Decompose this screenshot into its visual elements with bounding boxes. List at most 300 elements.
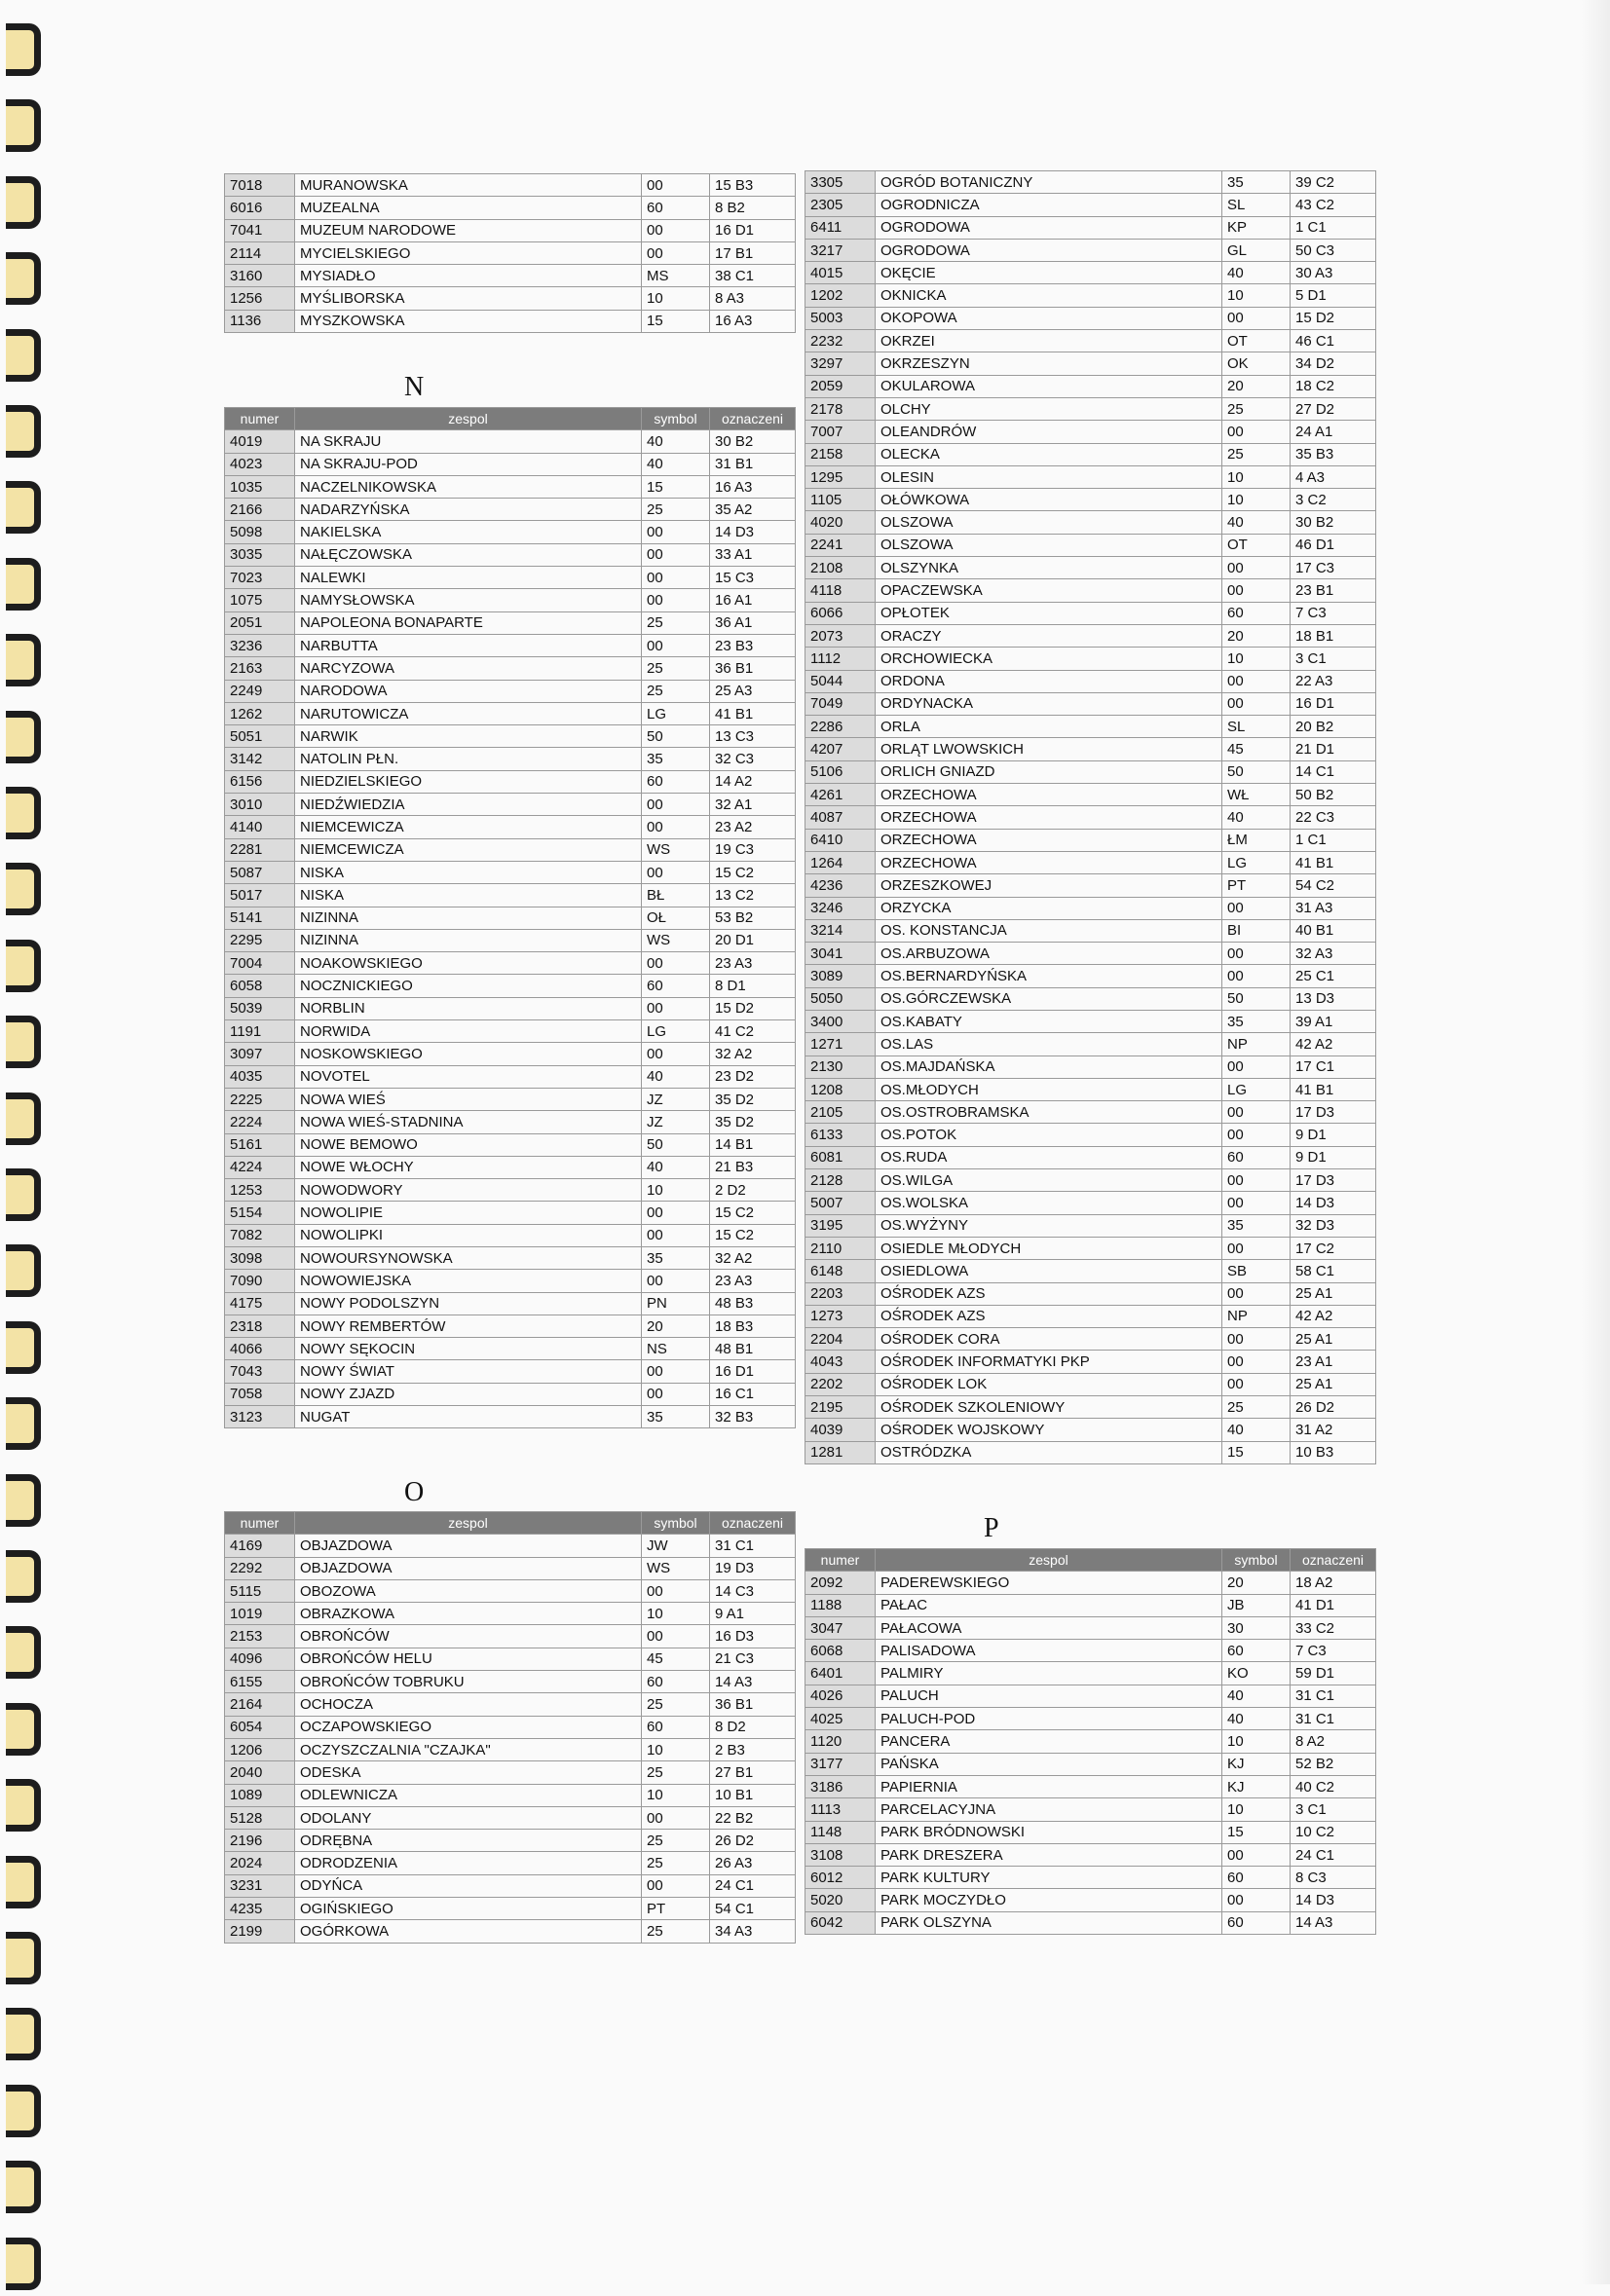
street-name: PARK KULTURY (876, 1867, 1222, 1889)
binding-ring (6, 705, 51, 769)
district-symbol: BI (1222, 919, 1291, 942)
map-reference: 13 D3 (1291, 987, 1376, 1010)
map-reference: 18 B3 (710, 1315, 796, 1337)
district-symbol: WS (642, 1557, 710, 1579)
street-name: OŚRODEK LOK (876, 1373, 1222, 1395)
district-symbol: 50 (1222, 987, 1291, 1010)
table-row (805, 397, 1376, 420)
street-name: OKULAROWA (876, 375, 1222, 397)
district-symbol: 00 (1222, 692, 1291, 715)
district-symbol: 00 (1222, 897, 1291, 919)
street-number: 1295 (805, 465, 876, 488)
district-symbol: 35 (1222, 1214, 1291, 1237)
map-reference: 50 B2 (1291, 784, 1376, 806)
street-name: NOWOLIPIE (295, 1202, 642, 1224)
table-row (805, 511, 1376, 534)
street-name: NARODOWA (295, 680, 642, 702)
street-name: ODYŃCA (295, 1874, 642, 1897)
table-row (225, 680, 796, 702)
table-row (225, 589, 796, 611)
street-number: 1120 (805, 1730, 876, 1753)
map-reference: 10 B1 (710, 1784, 796, 1806)
street-name: ODLEWNICZA (295, 1784, 642, 1806)
district-symbol: 25 (1222, 443, 1291, 465)
district-symbol: JB (1222, 1594, 1291, 1616)
street-name: NIEDZIELSKIEGO (295, 770, 642, 793)
district-symbol: 45 (642, 1648, 710, 1670)
street-name: OCZYSZCZALNIA "CZAJKA" (295, 1738, 642, 1760)
map-reference: 15 C3 (710, 567, 796, 589)
street-number: 6054 (225, 1716, 295, 1738)
binding-ring (6, 93, 51, 158)
street-name: OKNICKA (876, 284, 1222, 307)
map-reference: 59 D1 (1291, 1662, 1376, 1685)
table-row (225, 1020, 796, 1043)
street-name: MYSZKOWSKA (295, 310, 642, 332)
district-symbol: 10 (1222, 465, 1291, 488)
street-name: ODRĘBNA (295, 1830, 642, 1852)
table-row (805, 579, 1376, 602)
district-symbol: 00 (1222, 1169, 1291, 1192)
street-name: NOWY REMBERTÓW (295, 1315, 642, 1337)
map-reference: 9 A1 (710, 1603, 796, 1625)
street-number: 5050 (805, 987, 876, 1010)
map-reference: 41 D1 (1291, 1594, 1376, 1616)
street-name: PALUCH-POD (876, 1708, 1222, 1730)
district-symbol: SL (1222, 194, 1291, 216)
district-symbol: MS (642, 265, 710, 287)
street-name: OS.LAS (876, 1033, 1222, 1055)
street-name: OS.MAJDAŃSKA (876, 1055, 1222, 1078)
table-row (225, 838, 796, 861)
district-symbol: 20 (1222, 375, 1291, 397)
table-row (805, 534, 1376, 556)
street-number: 1202 (805, 284, 876, 307)
street-name: OLESIN (876, 465, 1222, 488)
district-symbol: KJ (1222, 1775, 1291, 1797)
street-number: 4039 (805, 1419, 876, 1441)
street-number: 3177 (805, 1753, 876, 1775)
map-reference: 31 B1 (710, 453, 796, 475)
street-name: NOCZNICKIEGO (295, 975, 642, 997)
district-symbol: 10 (1222, 1730, 1291, 1753)
district-symbol: 50 (1222, 760, 1291, 783)
street-number: 7049 (805, 692, 876, 715)
table-row (805, 1282, 1376, 1305)
street-name: OBRAZKOWA (295, 1603, 642, 1625)
binding-ring (6, 1926, 51, 1990)
table-row (805, 421, 1376, 443)
binding-ring (6, 1239, 51, 1303)
table-row (225, 1671, 796, 1693)
street-number: 3098 (225, 1246, 295, 1269)
map-reference: 30 B2 (710, 430, 796, 453)
table-row (225, 816, 796, 838)
map-reference: 40 B1 (1291, 919, 1376, 942)
section-letter-p: P (984, 1513, 999, 1543)
table-row (225, 1761, 796, 1784)
district-symbol: 00 (642, 219, 710, 241)
street-number: 2305 (805, 194, 876, 216)
table-row (805, 1010, 1376, 1032)
table-row (805, 330, 1376, 352)
street-name: NAPOLEONA BONAPARTE (295, 611, 642, 634)
street-name: ORDONA (876, 670, 1222, 692)
table-row (805, 1821, 1376, 1843)
street-number: 6016 (225, 197, 295, 219)
map-reference: 17 D3 (1291, 1169, 1376, 1192)
street-name: ORCHOWIECKA (876, 648, 1222, 670)
table-row (225, 1043, 796, 1065)
map-reference: 46 C1 (1291, 330, 1376, 352)
street-number: 6148 (805, 1260, 876, 1282)
street-number: 2232 (805, 330, 876, 352)
map-reference: 20 D1 (710, 929, 796, 951)
map-reference: 41 C2 (710, 1020, 796, 1043)
street-number: 2281 (225, 838, 295, 861)
table-row (805, 1237, 1376, 1259)
street-name: OLSZYNKA (876, 557, 1222, 579)
street-number: 5154 (225, 1202, 295, 1224)
district-symbol: 00 (1222, 670, 1291, 692)
district-symbol: 00 (642, 1270, 710, 1292)
map-reference: 15 C2 (710, 861, 796, 883)
street-number: 7041 (225, 219, 295, 241)
table-row (805, 1594, 1376, 1616)
district-symbol: LG (642, 1020, 710, 1043)
map-reference: 32 A2 (710, 1043, 796, 1065)
map-reference: 41 B1 (1291, 1078, 1376, 1100)
table-row (225, 1852, 796, 1874)
street-number: 3297 (805, 352, 876, 375)
table-header-row (225, 1512, 796, 1535)
map-reference: 4 A3 (1291, 465, 1376, 488)
table-row (805, 1101, 1376, 1124)
map-reference: 16 A1 (710, 589, 796, 611)
street-name: PAPIERNIA (876, 1775, 1222, 1797)
district-symbol: 00 (1222, 307, 1291, 329)
street-number: 2286 (805, 716, 876, 738)
street-name: OS.KABATY (876, 1010, 1222, 1032)
district-symbol: 40 (1222, 511, 1291, 534)
street-number: 4035 (225, 1065, 295, 1088)
street-name: NOWE BEMOWO (295, 1133, 642, 1156)
street-number: 2292 (225, 1557, 295, 1579)
table-row (805, 1867, 1376, 1889)
street-name: NA SKRAJU-POD (295, 453, 642, 475)
street-number: 4118 (805, 579, 876, 602)
table-row (225, 1292, 796, 1315)
street-number: 6012 (805, 1867, 876, 1889)
street-name: OBROŃCÓW (295, 1625, 642, 1648)
street-number: 3089 (805, 965, 876, 987)
street-number: 2073 (805, 624, 876, 647)
map-reference: 46 D1 (1291, 534, 1376, 556)
street-name: OS.WILGA (876, 1169, 1222, 1192)
street-number: 1112 (805, 648, 876, 670)
map-reference: 14 D3 (1291, 1889, 1376, 1911)
street-number: 7058 (225, 1383, 295, 1405)
street-name: OKRZEI (876, 330, 1222, 352)
street-name: OŚRODEK CORA (876, 1328, 1222, 1351)
map-reference: 25 A1 (1291, 1328, 1376, 1351)
column-header-oznaczeni: oznaczeni (710, 408, 796, 430)
binding-ring (6, 1544, 51, 1609)
map-reference: 34 A3 (710, 1920, 796, 1943)
map-reference: 34 D2 (1291, 352, 1376, 375)
district-symbol: 00 (642, 816, 710, 838)
street-name: PAŃSKA (876, 1753, 1222, 1775)
table-row (225, 1156, 796, 1178)
street-number: 1281 (805, 1441, 876, 1463)
district-symbol: NS (642, 1338, 710, 1360)
map-reference: 26 A3 (710, 1852, 796, 1874)
binding-ring (6, 399, 51, 463)
map-reference: 3 C1 (1291, 1798, 1376, 1821)
street-name: PARK OLSZYNA (876, 1911, 1222, 1934)
table-row (805, 602, 1376, 624)
table-row (805, 375, 1376, 397)
street-number: 2225 (225, 1088, 295, 1110)
district-symbol: KP (1222, 216, 1291, 239)
map-reference: 16 C1 (710, 1383, 796, 1405)
street-number: 1136 (225, 310, 295, 332)
street-number: 3010 (225, 794, 295, 816)
map-reference: 41 B1 (1291, 851, 1376, 873)
street-name: MUZEUM NARODOWE (295, 219, 642, 241)
street-number: 1271 (805, 1033, 876, 1055)
street-name: OS. KONSTANCJA (876, 919, 1222, 942)
district-symbol: LG (642, 702, 710, 724)
street-number: 4019 (225, 430, 295, 453)
street-number: 3041 (805, 943, 876, 965)
street-number: 3097 (225, 1043, 295, 1065)
street-name: NADARZYŃSKA (295, 499, 642, 521)
street-number: 3217 (805, 239, 876, 261)
map-reference: 31 C1 (1291, 1685, 1376, 1707)
binding-ring (6, 475, 51, 539)
column-header-symbol: symbol (1222, 1549, 1291, 1572)
map-reference: 27 D2 (1291, 397, 1376, 420)
table-row (225, 1603, 796, 1625)
table-row (225, 219, 796, 241)
street-name: OLSZOWA (876, 534, 1222, 556)
street-number: 4207 (805, 738, 876, 760)
street-name: OŚRODEK AZS (876, 1305, 1222, 1327)
table-row (805, 1685, 1376, 1707)
street-name: NOWA WIEŚ-STADNINA (295, 1111, 642, 1133)
map-reference: 25 A1 (1291, 1373, 1376, 1395)
street-number: 2196 (225, 1830, 295, 1852)
street-name: NARCYZOWA (295, 657, 642, 680)
street-name: NIZINNA (295, 907, 642, 929)
district-symbol: 00 (1222, 965, 1291, 987)
table-row (805, 1640, 1376, 1662)
street-name: PANCERA (876, 1730, 1222, 1753)
table-row (805, 216, 1376, 239)
district-symbol: 00 (1222, 1373, 1291, 1395)
table-row (225, 430, 796, 453)
binding-ring (6, 1391, 51, 1456)
map-reference: 32 C3 (710, 748, 796, 770)
street-name: OKĘCIE (876, 262, 1222, 284)
table-row (805, 1328, 1376, 1351)
street-name: PADEREWSKIEGO (876, 1572, 1222, 1594)
street-number: 4235 (225, 1898, 295, 1920)
street-name: OŚRODEK WOJSKOWY (876, 1419, 1222, 1441)
street-number: 3246 (805, 897, 876, 919)
map-reference: 48 B1 (710, 1338, 796, 1360)
street-name: OS.ARBUZOWA (876, 943, 1222, 965)
street-name: OGRÓD BOTANICZNY (876, 171, 1222, 194)
street-name: NOWY SĘKOCIN (295, 1338, 642, 1360)
map-reference: 36 A1 (710, 611, 796, 634)
street-name: NOSKOWSKIEGO (295, 1043, 642, 1065)
district-symbol: 00 (1222, 1124, 1291, 1146)
map-reference: 16 D1 (710, 219, 796, 241)
district-symbol: 25 (642, 657, 710, 680)
map-reference: 1 C1 (1291, 829, 1376, 851)
table-row (225, 1406, 796, 1428)
street-number: 2204 (805, 1328, 876, 1351)
street-name: ODESKA (295, 1761, 642, 1784)
street-number: 2024 (225, 1852, 295, 1874)
table-row (805, 1419, 1376, 1441)
section-letter-n: N (404, 372, 425, 402)
street-number: 6068 (805, 1640, 876, 1662)
table-row (225, 1738, 796, 1760)
table-row (225, 770, 796, 793)
district-symbol: NP (1222, 1305, 1291, 1327)
street-number: 3123 (225, 1406, 295, 1428)
map-reference: 16 D1 (710, 1360, 796, 1383)
street-number: 1035 (225, 475, 295, 498)
table-row (805, 1214, 1376, 1237)
district-symbol: 45 (1222, 738, 1291, 760)
table-row (225, 657, 796, 680)
street-name: NAKIELSKA (295, 521, 642, 543)
street-number: 1148 (805, 1821, 876, 1843)
district-symbol: 00 (642, 861, 710, 883)
page-edge-shadow (1581, 0, 1610, 2284)
street-number: 6058 (225, 975, 295, 997)
street-number: 5051 (225, 725, 295, 748)
table-row (805, 692, 1376, 715)
table-row (225, 1648, 796, 1670)
map-reference: 32 B3 (710, 1406, 796, 1428)
map-reference: 23 B1 (1291, 579, 1376, 602)
table-row (225, 174, 796, 197)
district-symbol: 00 (642, 241, 710, 264)
street-name: NIZINNA (295, 929, 642, 951)
table-row (805, 262, 1376, 284)
binding-ring (6, 1087, 51, 1151)
district-symbol: 00 (1222, 421, 1291, 443)
table-row (225, 861, 796, 883)
street-number: 2249 (225, 680, 295, 702)
district-symbol: 20 (642, 1315, 710, 1337)
street-number: 2114 (225, 241, 295, 264)
district-symbol: 00 (642, 794, 710, 816)
street-name: PARK MOCZYDŁO (876, 1889, 1222, 1911)
street-name: NOWODWORY (295, 1179, 642, 1202)
map-reference: 41 B1 (710, 702, 796, 724)
street-name: OSIEDLOWA (876, 1260, 1222, 1282)
district-symbol: 35 (642, 748, 710, 770)
map-reference: 23 A3 (710, 1270, 796, 1292)
table-row (805, 874, 1376, 897)
table-row (225, 1338, 796, 1360)
street-name: PALUCH (876, 1685, 1222, 1707)
street-number: 5003 (805, 307, 876, 329)
street-name: NIEMCEWICZA (295, 816, 642, 838)
map-reference: 22 B2 (710, 1806, 796, 1829)
street-name: OS.MŁODYCH (876, 1078, 1222, 1100)
street-number: 2092 (805, 1572, 876, 1594)
table-row (805, 738, 1376, 760)
street-number: 7018 (225, 174, 295, 197)
street-number: 2164 (225, 1693, 295, 1716)
map-reference: 14 C1 (1291, 760, 1376, 783)
map-reference: 21 C3 (710, 1648, 796, 1670)
table-row (805, 1396, 1376, 1419)
street-name: OŚRODEK AZS (876, 1282, 1222, 1305)
table-row (805, 489, 1376, 511)
table-row (225, 748, 796, 770)
table-row (225, 907, 796, 929)
street-number: 4169 (225, 1535, 295, 1557)
district-symbol: 25 (642, 611, 710, 634)
table-row (225, 611, 796, 634)
district-symbol: 40 (1222, 806, 1291, 829)
table-row (225, 1270, 796, 1292)
street-name: NOWY ZJAZD (295, 1383, 642, 1405)
map-reference: 15 C2 (710, 1224, 796, 1246)
map-reference: 5 D1 (1291, 284, 1376, 307)
table-row (225, 794, 796, 816)
table-row (225, 1224, 796, 1246)
street-number: 2040 (225, 1761, 295, 1784)
street-name: PAŁACOWA (876, 1616, 1222, 1639)
binding-ring (6, 2079, 51, 2143)
district-symbol: 60 (1222, 602, 1291, 624)
district-symbol: 60 (642, 1671, 710, 1693)
table-row (805, 897, 1376, 919)
map-reference: 26 D2 (1291, 1396, 1376, 1419)
street-name: OS.OSTROBRAMSKA (876, 1101, 1222, 1124)
district-symbol: 00 (642, 543, 710, 566)
district-symbol: 00 (642, 952, 710, 975)
binding-ring (6, 1468, 51, 1533)
street-name: OŚRODEK INFORMATYKI PKP (876, 1351, 1222, 1373)
table-row (805, 1373, 1376, 1395)
street-number: 5039 (225, 997, 295, 1019)
map-reference: 1 C1 (1291, 216, 1376, 239)
map-reference: 35 D2 (710, 1111, 796, 1133)
binding-ring (6, 934, 51, 998)
district-symbol: 00 (642, 1806, 710, 1829)
map-reference: 22 A3 (1291, 670, 1376, 692)
street-name: NOWA WIEŚ (295, 1088, 642, 1110)
table-row (805, 1798, 1376, 1821)
map-reference: 8 D2 (710, 1716, 796, 1738)
district-symbol: 60 (1222, 1867, 1291, 1889)
map-reference: 36 B1 (710, 657, 796, 680)
map-reference: 23 A2 (710, 816, 796, 838)
district-symbol: 00 (1222, 1192, 1291, 1214)
district-symbol: 40 (642, 430, 710, 453)
street-number: 4026 (805, 1685, 876, 1707)
